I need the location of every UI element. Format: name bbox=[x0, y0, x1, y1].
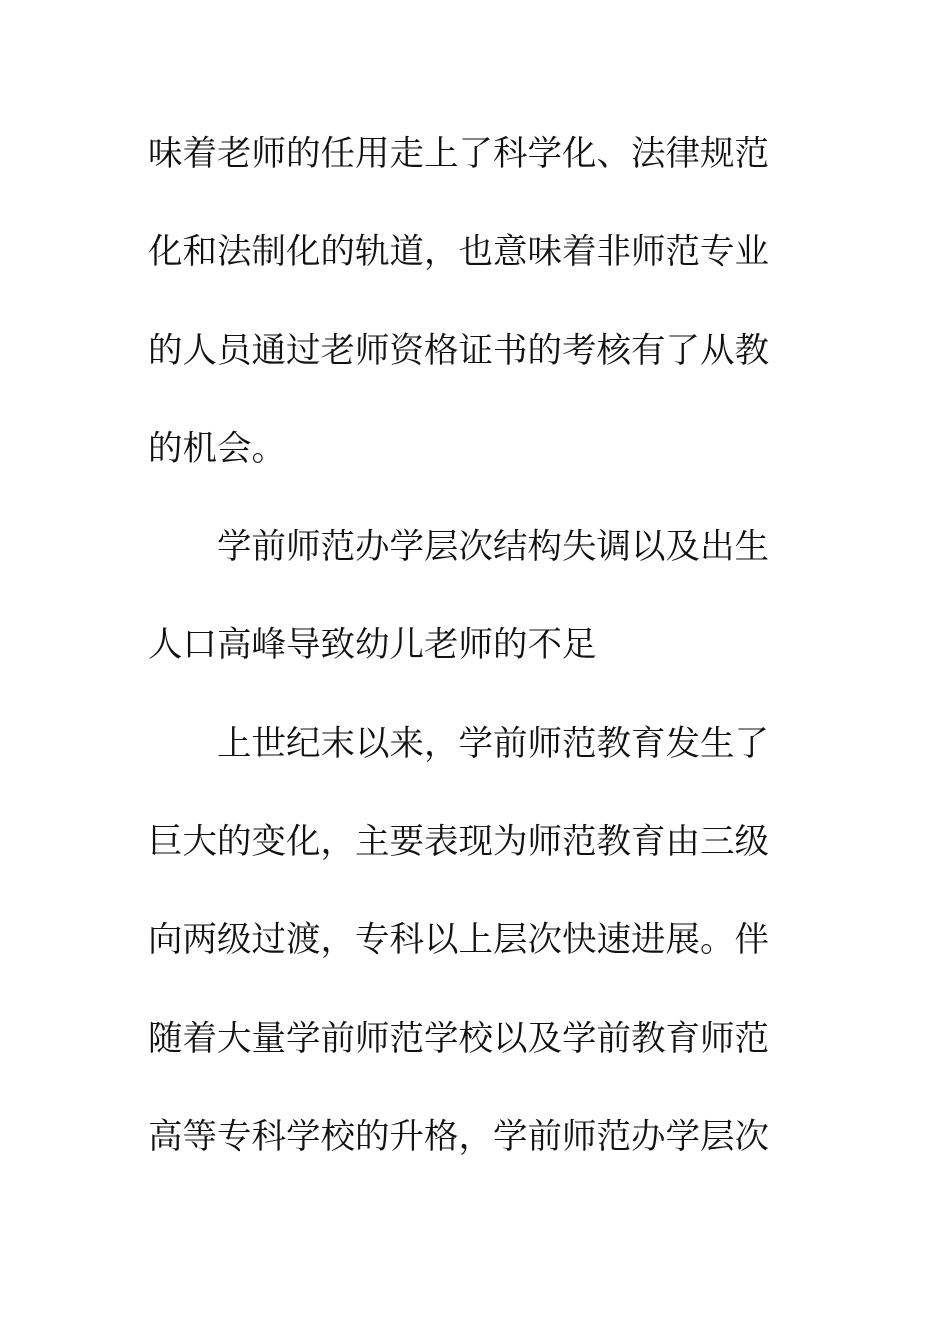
body-text bbox=[148, 124, 788, 1205]
text-line: 巨大的变化，主要表现为师范教育由三级 bbox=[148, 822, 769, 863]
text-line: 高等专科学校的升格，学前师范办学层次 bbox=[148, 1116, 769, 1157]
text-line: 随着大量学前师范学校以及学前教育师范 bbox=[148, 1018, 769, 1059]
text-line: 的机会。 bbox=[148, 428, 286, 469]
text-line: 化和法制化的轨道，也意味着非师范专业 bbox=[148, 232, 769, 273]
text-line: 的人员通过老师资格证书的考核有了从教 bbox=[148, 330, 769, 371]
section-heading-line: 学前师范办学层次结构失调以及出生 bbox=[217, 527, 769, 568]
text-line: 向两级过渡，专科以上层次快速进展。伴 bbox=[148, 920, 769, 961]
text-line: 味着老师的任用走上了科学化、法律规范 bbox=[148, 134, 769, 174]
text-line: 上世纪末以来，学前师范教育发生了 bbox=[217, 723, 769, 764]
section-heading-line: 人口高峰导致幼儿老师的不足 bbox=[148, 625, 597, 666]
